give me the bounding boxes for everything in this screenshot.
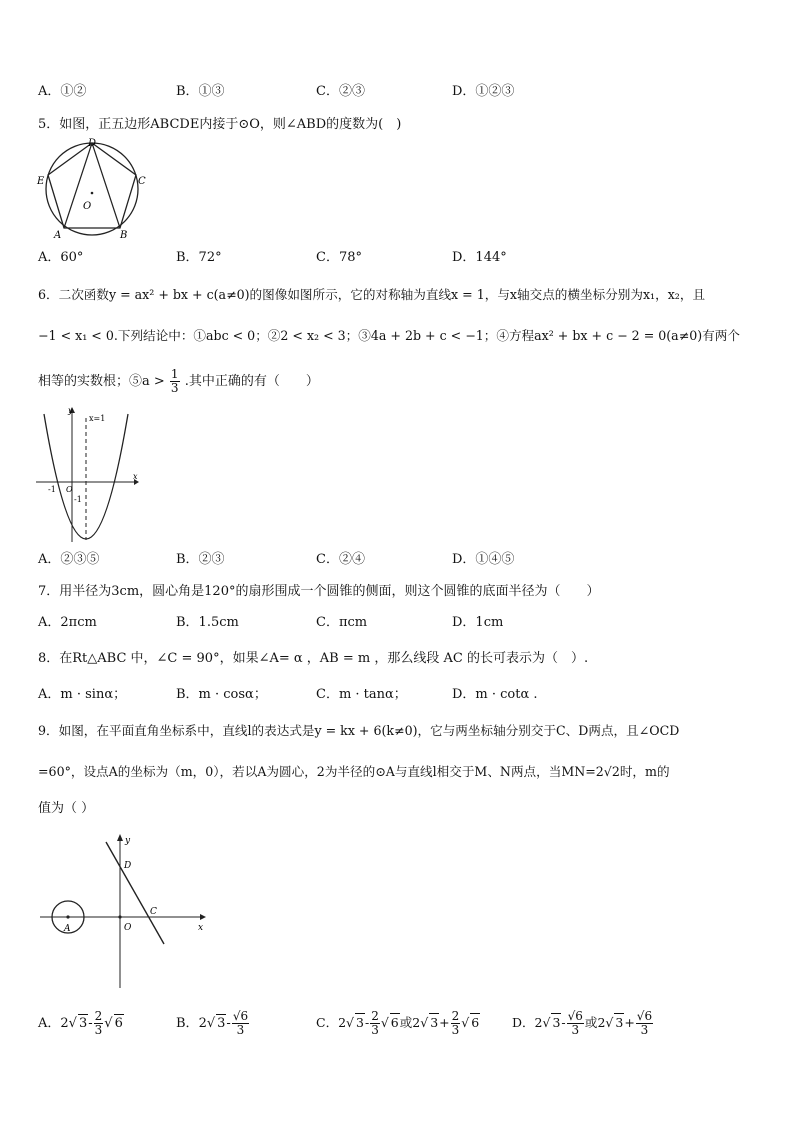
q9-option-b: B．2√ 3- $\frac{√6}{3}$	[176, 1009, 249, 1037]
q9-d-den1: 3	[571, 1023, 580, 1037]
label-o: O	[83, 201, 92, 212]
q9-c-frac2	[451, 1010, 461, 1037]
q6-line1: 6．二次函数y = ax² + bx + c(a≠0)的图像如图所示，它的对称轴为直线x = 1，与x轴交点的横坐标分别为x₁，x₂，且	[38, 287, 706, 302]
segment-ad	[64, 143, 92, 228]
q9-c-root4: 6	[471, 1015, 480, 1030]
q6-line3	[38, 368, 319, 395]
q9-d-coef2: 2	[597, 1015, 606, 1030]
q6-line3-text-b: .其中正确的有（ ）	[184, 374, 319, 389]
q8-option-d: D．m · cotα .	[452, 687, 538, 702]
q6-parabola-figure	[36, 404, 140, 544]
q7-option-d: D．1cm	[452, 615, 504, 630]
label-minus-1-x: -1	[48, 485, 56, 494]
x-axis-arrow	[200, 914, 206, 920]
q9-coordinate-figure	[40, 832, 210, 990]
q9-c-root1: 3	[356, 1015, 364, 1030]
y-axis-arrow	[117, 834, 123, 841]
q9-c-or: 或	[399, 1015, 413, 1030]
q9-d-frac2	[636, 1010, 653, 1037]
q9-c-den1: 3	[371, 1023, 379, 1037]
q9-b-num: √6	[232, 1009, 249, 1023]
q4-option-c: C．②③	[316, 84, 365, 99]
q6-frac-den: 3	[170, 381, 179, 395]
q9-a-root2: 6	[114, 1016, 123, 1031]
q9-a-coef: 2	[60, 1016, 69, 1031]
q9-line3: 值为（ ）	[38, 801, 95, 816]
q5-option-d: D．144°	[452, 250, 507, 265]
q9-line2: =60°，设点A的坐标为（m，0），若以A为圆心，2为半径的⊙A与直线l相交于M、N两点，当MN=2√2时，m的	[38, 764, 670, 779]
label-o: O	[66, 485, 73, 494]
label-y: y	[125, 836, 131, 846]
label-x: x	[198, 923, 204, 933]
q6-option-a: A．②③⑤	[38, 552, 100, 567]
q6-option-d: D．①④⑤	[452, 552, 515, 567]
segment-bd	[92, 143, 120, 228]
label-b: B	[120, 230, 128, 241]
q9-d-coef1: 2	[534, 1015, 543, 1030]
label-a: A	[54, 230, 62, 241]
q6-line3-text-a: 相等的实数根；⑤a >	[38, 374, 165, 389]
q9-d-lead: D．	[512, 1015, 535, 1030]
q4-option-a: A．①②	[38, 84, 87, 99]
q9-c-plus: +	[439, 1015, 450, 1030]
point-a	[66, 915, 69, 918]
q9-b-den: 3	[236, 1023, 245, 1037]
label-o: O	[124, 923, 132, 933]
q9-option-a: A．2√ 3- $\frac{2}{3}$ √ 6	[38, 1009, 123, 1037]
q9-d-root1: 3	[552, 1015, 561, 1030]
line-l	[106, 842, 164, 944]
q6-frac-num: 1	[170, 367, 179, 381]
q9-option-c: C．2√ 3- $\frac{2}{3}$ √ 6或2√ 3+ $\frac{2}{3}$ √ 6	[316, 1009, 480, 1037]
q9-c-root2: 6	[390, 1015, 399, 1030]
label-a: A	[64, 924, 71, 934]
q9-d-frac1	[567, 1010, 584, 1037]
q9-d-root3: 3	[615, 1015, 624, 1030]
q9-option-d: D．2√ 3- $\frac{√6}{3}$ 或2√ 3+ $\frac{√6}{3}$	[512, 1009, 653, 1037]
q4-option-b: B．①③	[176, 84, 225, 99]
label-c: C	[150, 907, 157, 917]
q9-c-root3: 3	[430, 1015, 439, 1030]
point-o	[118, 915, 121, 918]
pentagon-abcde	[48, 143, 136, 228]
q9-c-lead: C．	[316, 1015, 339, 1030]
q7-option-a: A．2πcm	[38, 615, 97, 630]
q6-option-c: C．②④	[316, 552, 365, 567]
label-x-eq-1: x=1	[89, 414, 106, 423]
q9-a-den: 3	[94, 1023, 103, 1037]
q9-b-lead: B．	[176, 1016, 199, 1031]
q9-b-coef: 2	[198, 1016, 207, 1031]
q7-option-c: C．πcm	[316, 615, 368, 630]
q9-d-minus: -	[561, 1015, 566, 1030]
q9-c-coef2: 2	[412, 1015, 421, 1030]
q9-c-num2: 2	[451, 1009, 460, 1023]
label-y: y	[68, 406, 73, 415]
q9-a-frac	[94, 1010, 104, 1037]
q6-fraction	[170, 368, 180, 395]
q6-option-b: B．②③	[176, 552, 225, 567]
q5-option-c: C．78°	[316, 250, 362, 265]
q9-a-num: 2	[94, 1009, 103, 1023]
q7-option-b: B．1.5cm	[176, 615, 239, 630]
q9-line1: 9．如图，在平面直角坐标系中，直线l的表达式是y = kx + 6(k≠0)，它与两坐标轴分别交于C、D两点，且∠OCD	[38, 723, 680, 738]
label-c: C	[138, 176, 146, 187]
label-d: D	[124, 861, 132, 871]
q9-d-or: 或	[584, 1015, 598, 1030]
q7-stem: 7．用半径为3cm，圆心角是120°的扇形围成一个圆锥的侧面，则这个圆锥的底面半径为（ ）	[38, 584, 600, 599]
q9-c-den2: 3	[451, 1023, 460, 1037]
q9-b-root1: 3	[217, 1016, 226, 1031]
q9-a-lead: A．	[38, 1016, 61, 1031]
label-e: E	[37, 176, 45, 187]
q9-d-num1: √6	[567, 1009, 583, 1023]
q5-option-a: A．60°	[38, 250, 84, 265]
q9-a-minus: -	[88, 1016, 93, 1031]
q9-d-plus: +	[624, 1015, 635, 1030]
q5-option-b: B．72°	[176, 250, 222, 265]
label-x: x	[133, 472, 138, 481]
q9-c-minus: -	[364, 1015, 370, 1030]
circle-o	[46, 143, 138, 235]
label-minus-1-y: -1	[74, 495, 82, 504]
q9-c-coef1: 2	[338, 1015, 347, 1030]
label-d: D	[88, 138, 97, 149]
q4-option-d: D．①②③	[452, 84, 515, 99]
q8-option-a: A．m · sinα；	[38, 687, 127, 702]
q9-b-minus: -	[226, 1016, 231, 1031]
q8-stem: 8．在Rt△ABC 中，∠C = 90°，如果∠A= α ，AB = m ，那么线段 AC 的长可表示为（ ）.	[38, 651, 589, 666]
q8-option-b: B．m · cosα；	[176, 687, 267, 702]
q6-line2: −1 < x₁ < 0.下列结论中：①abc < 0；②2 < x₂ < 3；③4a + 2b + c < −1；④方程ax² + bx + c − 2 = 0(a≠0)有两个	[38, 328, 740, 343]
q9-a-root1: 3	[78, 1016, 88, 1031]
q9-c-frac1	[370, 1010, 380, 1037]
q9-d-den2: 3	[640, 1023, 649, 1037]
q9-d-num2: √6	[636, 1009, 653, 1023]
q9-b-frac	[232, 1010, 249, 1037]
center-dot	[91, 192, 94, 195]
q8-option-c: C．m · tanα；	[316, 687, 407, 702]
q9-c-num1: 2	[371, 1009, 379, 1023]
q5-pentagon-figure	[34, 138, 154, 242]
q5-stem: 5．如图，正五边形ABCDE内接于⊙O，则∠ABD的度数为( )	[38, 117, 402, 132]
